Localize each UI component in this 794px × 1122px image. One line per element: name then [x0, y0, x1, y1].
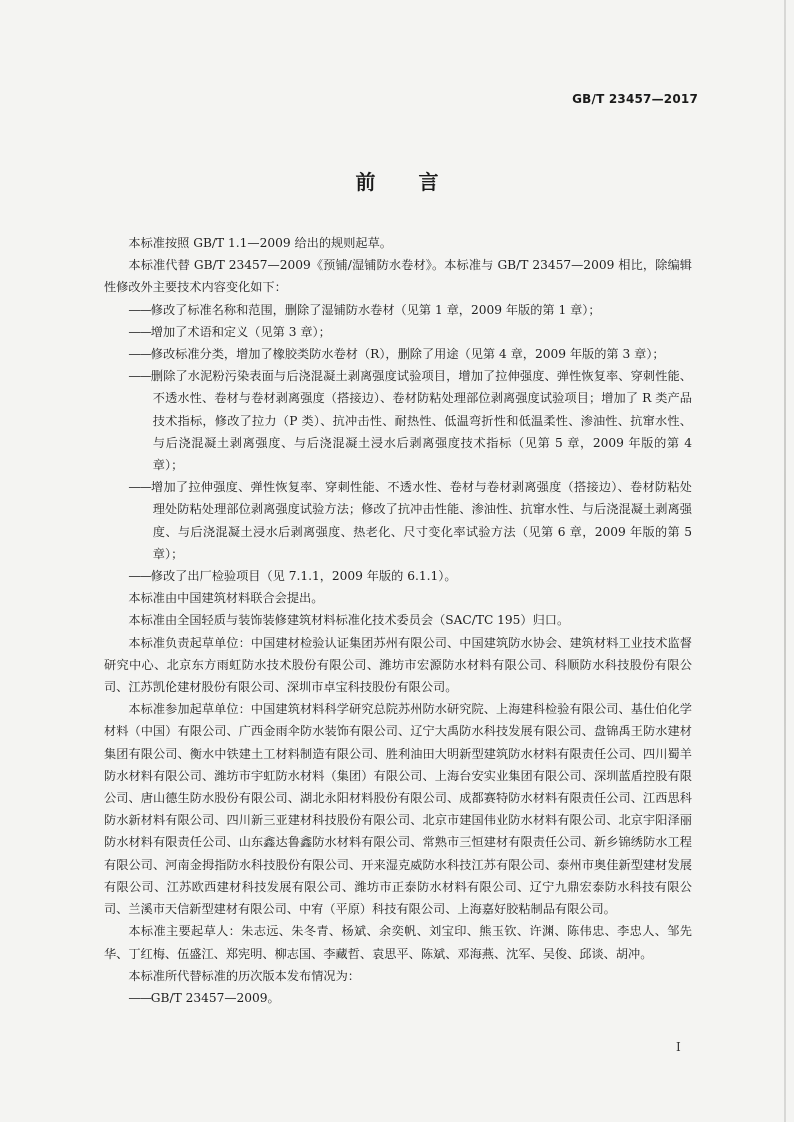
paragraph [104, 965, 692, 987]
paragraph-text: 增加了拉伸强度、弹性恢复率、穿刺性能、不透水性、卷材与卷材剥离强度（搭接边）、卷材防粘处理处防粘处理部位剥离强度试验方法；修改了抗冲击性能、渗油性、抗窜水性、与后浇混凝土剥离强度、与后浇混凝土浸水后剥离强度、热老化、尺寸变化率试验方法（见第 6 章，2009 年版的第 5 章）； [150, 480, 692, 561]
list-item [104, 365, 692, 476]
paragraph [104, 587, 692, 609]
paragraph [104, 232, 692, 254]
paragraph [104, 632, 692, 699]
paragraph-text: 修改了出厂检验项目（见 7.1.1，2009 年版的 6.1.1）。 [150, 569, 457, 584]
list-dash: —— [128, 569, 151, 584]
paragraph-text: 本标准参加起草单位：中国建筑材料科学研究总院苏州防水研究院、上海建科检验有限公司、基仕伯化学材料（中国）有限公司、广西金雨伞防水装饰有限公司、辽宁大禹防水科技发展有限公司、盘锦禹王防水建材集团有限公司、衡水中铁建土工材料制造有限公司、胜利油田大明新型建筑防水材料有限责任公司、四川蜀羊防水材料有限公司、潍坊市宇虹防水材料（集团）有限公司、上海台安实业集团有限公司、深圳蓝盾控股有限公司、唐山德生防水股份有限公司、湖北永阳材料股份有限公司、成都赛特防水材料有限责任公司、江西思科防水新材料有限公司、四川新三亚建材科技股份有限公司、北京市建国伟业防水材料有限公司、北京宇阳泽丽防水材料有限责任公司、山东鑫达鲁鑫防水材料有限公司、常熟市三恒建材有限责任公司、新乡锦绣防水工程有限公司、河南金拇指防水科技股份有限公司、开来湿克威防水科技江苏有限公司、泰州市奥佳新型建材发展有限公司、江苏欧西建材科技发展有限公司、潍坊市正泰防水材料有限公司、辽宁九鼎宏泰防水科技有限公司、兰溪市天信新型建材有限公司、中宥（平原）科技有限公司、上海嘉好胶粘制品有限公司。 [104, 702, 692, 917]
list-dash: —— [128, 990, 151, 1005]
list-dash: —— [128, 369, 151, 384]
paragraph [104, 609, 692, 631]
paragraph-text: 本标准按照 GB/T 1.1—2009 给出的规则起草。 [128, 236, 392, 250]
list-dash: —— [128, 347, 151, 362]
paragraph-text: 本标准所代替标准的历次版本发布情况为： [128, 968, 360, 983]
list-item [104, 565, 692, 587]
list-dash: —— [128, 302, 151, 317]
paragraph-text: 本标准主要起草人：朱志远、朱冬青、杨斌、余奕帆、刘宝印、熊玉钦、许渊、陈伟忠、李忠人、邹先华、丁红梅、伍盛江、郑宪明、柳志国、李藏哲、袁思平、陈斌、邓海燕、沈军、吴俊、邱谈、胡冲。 [104, 924, 692, 961]
page-title: 前 言 [355, 170, 457, 194]
paragraph [104, 254, 692, 298]
paragraph [104, 920, 692, 964]
paragraph-text: GB/T 23457—2009。 [150, 990, 280, 1005]
list-dash: —— [128, 480, 151, 495]
paragraph-text: 本标准负责起草单位：中国建材检验认证集团苏州有限公司、中国建筑防水协会、建筑材料工业技术监督研究中心、北京东方雨虹防水技术股份有限公司、潍坊市宏源防水材料有限公司、科顺防水科技股份有限公司、江苏凯伦建材股份有限公司、深圳市卓宝科技股份有限公司。 [104, 635, 692, 695]
foreword-body [104, 232, 692, 1009]
list-item [104, 299, 692, 321]
paragraph-text: 本标准代替 GB/T 23457—2009《预铺/湿铺防水卷材》。本标准与 GB/T 23457—2009 相比，除编辑性修改外主要技术内容变化如下： [104, 258, 692, 295]
paragraph-text: 修改了标准名称和范围，删除了湿铺防水卷材（见第 1 章，2009 年版的第 1 章）； [150, 302, 601, 317]
list-dash: —— [128, 324, 151, 339]
page-edge-shadow [784, 0, 786, 1122]
list-item [104, 476, 692, 565]
list-item [104, 343, 692, 365]
standard-code: GB/T 23457—2017 [572, 92, 698, 106]
paragraph-text: 修改标准分类，增加了橡胶类防水卷材（R），删除了用途（见第 4 章，2009 年版的第 3 章）； [150, 347, 665, 362]
paragraph-text: 本标准由中国建筑材料联合会提出。 [128, 591, 324, 606]
list-item [104, 321, 692, 343]
page-number: I [676, 1040, 681, 1054]
paragraph-text: 删除了水泥粉污染表面与后浇混凝土剥离强度试验项目，增加了拉伸强度、弹性恢复率、穿刺性能、不透水性、卷材与卷材剥离强度（搭接边）、卷材防粘处理部位剥离强度试验项目；增加了 R 类产品技术指标，修改了拉力（P 类）、抗冲击性、耐热性、低温弯折性和低温柔性、渗油性、抗窜水性、与后浇混凝土剥离强度、与后浇混凝土浸水后剥离强度技术指标（见第 5 章，2009 年版的第 4 章）； [150, 369, 692, 473]
paragraph-text: 增加了术语和定义（见第 3 章）； [150, 324, 331, 339]
list-item [104, 987, 692, 1009]
paragraph [104, 698, 692, 920]
paragraph-text: 本标准由全国轻质与装饰装修建筑材料标准化技术委员会（SAC/TC 195）归口。 [128, 613, 570, 628]
